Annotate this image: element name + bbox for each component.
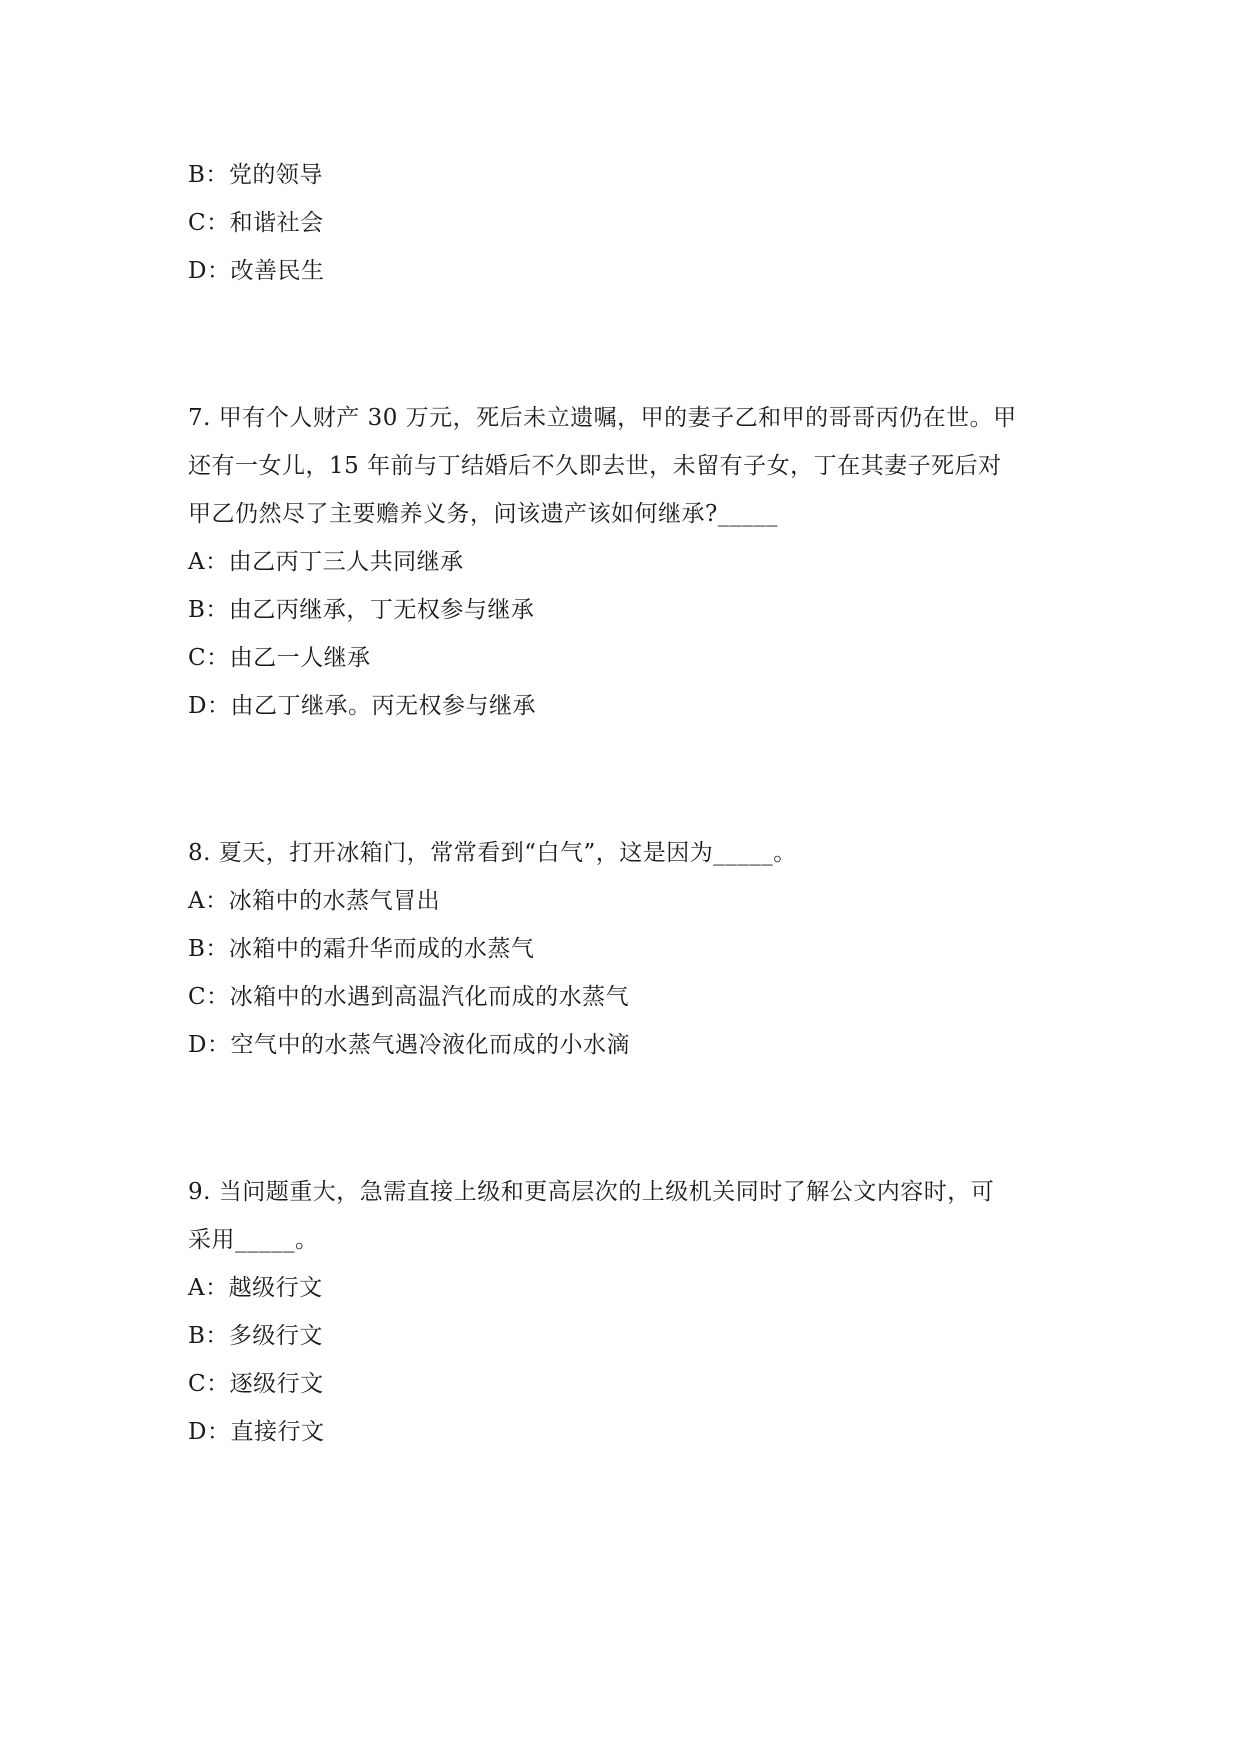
q9-option-b: B：多级行文: [188, 1323, 323, 1349]
q7-option-a: A：由乙丙丁三人共同继承: [188, 549, 464, 575]
q7-stem-line-2: 还有一女儿，15 年前与丁结婚后不久即去世，未留有子女，丁在其妻子死后对: [188, 453, 1002, 479]
q6-option-b: B：党的领导: [188, 162, 323, 188]
q6-option-c: C：和谐社会: [188, 210, 324, 236]
q7-option-b: B：由乙丙继承，丁无权参与继承: [188, 597, 535, 623]
q8-option-a: A：冰箱中的水蒸气冒出: [188, 888, 441, 914]
q8-option-c: C：冰箱中的水遇到高温汽化而成的水蒸气: [188, 984, 630, 1010]
q8-stem-line-1: 8. 夏天，打开冰箱门，常常看到“白气”，这是因为_____。: [188, 840, 797, 866]
q6-option-d: D：改善民生: [188, 258, 325, 284]
q7-stem-line-1: 7. 甲有个人财产 30 万元，死后未立遗嘱，甲的妻子乙和甲的哥哥丙仍在世。甲: [188, 405, 1017, 431]
q7-option-d: D：由乙丁继承。丙无权参与继承: [188, 693, 536, 719]
q9-option-d: D：直接行文: [188, 1419, 325, 1445]
q9-stem-line-2: 采用_____。: [188, 1227, 319, 1253]
q9-option-a: A：越级行文: [188, 1275, 323, 1301]
q8-option-b: B：冰箱中的霜升华而成的水蒸气: [188, 936, 535, 962]
q9-stem-line-1: 9. 当问题重大，急需直接上级和更高层次的上级机关同时了解公文内容时，可: [188, 1179, 995, 1205]
q9-option-c: C：逐级行文: [188, 1371, 324, 1397]
q7-stem-line-3: 甲乙仍然尽了主要赡养义务，问该遗产该如何继承?_____: [188, 501, 778, 527]
q7-option-c: C：由乙一人继承: [188, 645, 371, 671]
q8-option-d: D：空气中的水蒸气遇冷液化而成的小水滴: [188, 1032, 630, 1058]
